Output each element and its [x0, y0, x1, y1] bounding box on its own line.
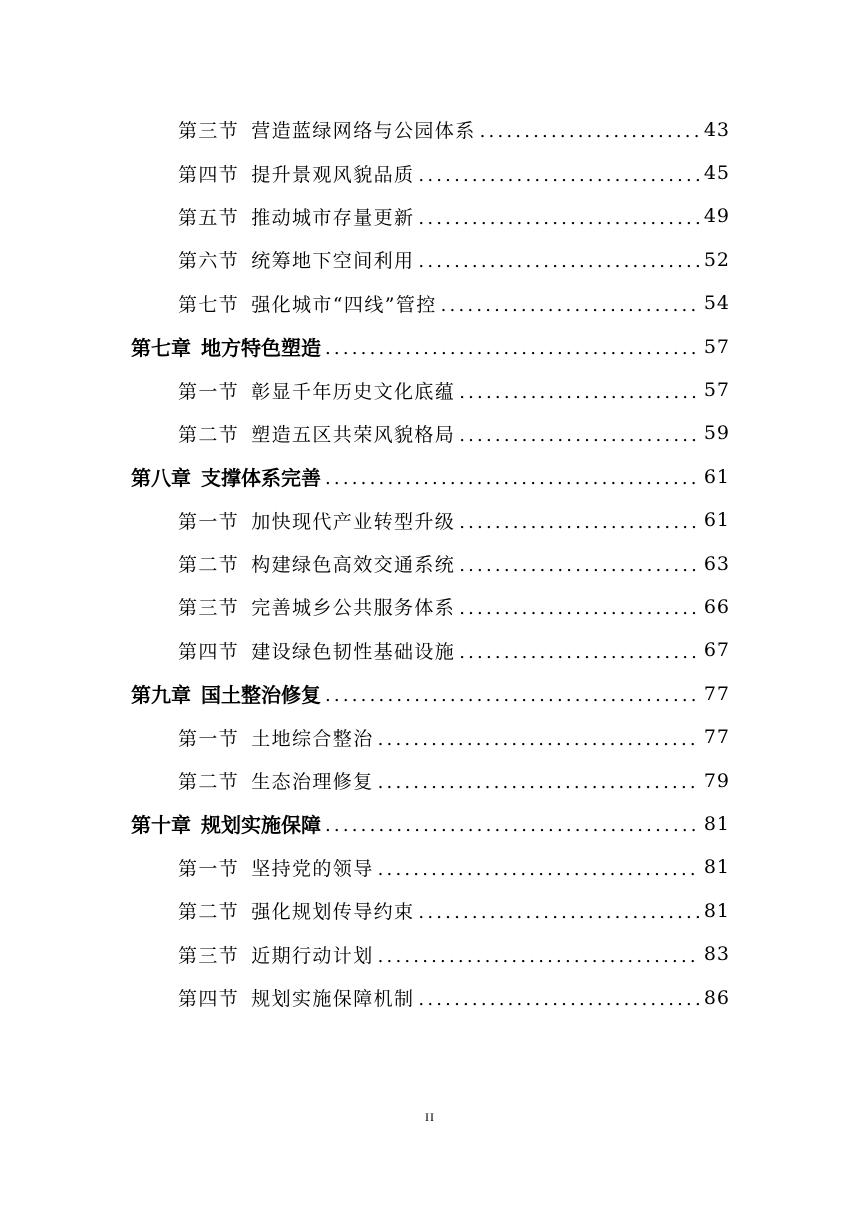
toc-entry-title: 近期行动计划: [251, 944, 374, 967]
toc-entry-title: 地方特色塑造: [201, 336, 321, 361]
toc-entry-number: 第一节: [178, 380, 240, 403]
toc-entry-page-number: 86: [703, 986, 730, 1009]
toc-section-entry[interactable]: [0, 715, 860, 758]
toc-entry-number: 第五节: [178, 206, 240, 229]
toc-section-entry[interactable]: [0, 585, 860, 628]
toc-entry-page-number: 81: [703, 812, 730, 835]
dot-leader: [325, 338, 700, 359]
toc-entry-title: 营造蓝绿网络与公园体系: [251, 120, 476, 143]
toc-entry-title: 构建绿色高效交通系统: [251, 554, 456, 577]
toc-section-entry[interactable]: [0, 846, 860, 889]
dot-leader: [459, 382, 700, 403]
toc-entry-page-number: 77: [703, 726, 730, 749]
toc-entry-page-number: 49: [703, 205, 730, 228]
dot-leader: [378, 729, 700, 750]
toc-entry-title: 规划实施保障机制: [251, 988, 415, 1010]
table-of-contents: [0, 108, 860, 1019]
toc-section-entry[interactable]: [0, 108, 860, 151]
toc-entry-title: 强化规划传导约束: [251, 901, 415, 924]
toc-section-entry[interactable]: [0, 282, 860, 325]
toc-entry-title: 生态治理修复: [251, 771, 374, 794]
toc-entry-number: 第二节: [178, 554, 240, 577]
toc-entry-page-number: 61: [703, 509, 730, 532]
toc-section-entry[interactable]: [0, 932, 860, 975]
toc-entry-title: 推动城市存量更新: [251, 206, 415, 229]
toc-section-entry[interactable]: [0, 889, 860, 932]
toc-entry-page-number: 52: [703, 248, 730, 271]
toc-section-entry[interactable]: [0, 238, 860, 281]
toc-entry-number: 第三节: [178, 597, 240, 620]
toc-section-entry[interactable]: [0, 368, 860, 411]
toc-entry-page-number: 83: [703, 943, 730, 966]
toc-entry-number: 第一节: [178, 510, 240, 533]
toc-chapter-entry[interactable]: [0, 802, 860, 845]
toc-entry-page-number: 66: [703, 595, 730, 618]
toc-entry-number: 第九章: [131, 683, 191, 708]
dot-leader: [418, 251, 699, 272]
toc-entry-title: 提升景观风貌品质: [251, 163, 415, 186]
toc-chapter-entry[interactable]: [0, 455, 860, 498]
toc-entry-page-number: 67: [703, 639, 730, 662]
toc-section-entry[interactable]: [0, 151, 860, 194]
toc-entry-title: 加快现代产业转型升级: [251, 510, 456, 533]
toc-entry-number: 第四节: [178, 640, 240, 663]
toc-section-entry[interactable]: [0, 499, 860, 542]
toc-entry-title: 彰显千年历史文化底蕴: [251, 380, 456, 403]
dot-leader: [459, 425, 700, 446]
toc-section-entry[interactable]: [0, 629, 860, 672]
dot-leader: [459, 598, 700, 619]
dot-leader: [325, 685, 700, 706]
toc-entry-title: 国土整治修复: [201, 683, 321, 708]
toc-entry-title: 土地综合整治: [251, 727, 374, 750]
toc-section-entry[interactable]: [0, 759, 860, 802]
toc-entry-number: 第一节: [178, 857, 240, 880]
toc-entry-page-number: 43: [703, 118, 730, 141]
dot-leader: [418, 208, 699, 229]
dot-leader: [459, 642, 700, 663]
toc-entry-title: 塑造五区共荣风貌格局: [251, 423, 456, 446]
toc-entry-number: 第二节: [178, 423, 240, 446]
toc-section-entry[interactable]: [0, 412, 860, 455]
toc-entry-title: 完善城乡公共服务体系: [251, 597, 456, 620]
dot-leader: [441, 295, 700, 316]
toc-entry-page-number: 81: [703, 899, 730, 922]
toc-entry-number: 第七章: [131, 336, 191, 361]
dot-leader: [325, 468, 700, 489]
toc-entry-title: 规划实施保障: [201, 813, 321, 838]
toc-entry-number: 第四节: [178, 163, 240, 186]
toc-entry-title: 坚持党的领导: [251, 857, 374, 880]
toc-entry-page-number: 57: [703, 335, 730, 358]
toc-chapter-entry[interactable]: [0, 672, 860, 715]
dot-leader: [459, 512, 700, 533]
toc-section-entry[interactable]: [0, 976, 860, 1019]
dot-leader: [378, 946, 700, 967]
toc-entry-page-number: 57: [703, 379, 730, 402]
toc-entry-title: 强化城市“四线”管控: [251, 293, 437, 316]
dot-leader: [418, 989, 699, 1010]
dot-leader: [418, 165, 699, 186]
toc-entry-number: 第六节: [178, 250, 240, 273]
toc-entry-number: 第七节: [178, 293, 240, 316]
dot-leader: [418, 902, 699, 923]
page-number: II: [425, 1110, 435, 1124]
toc-section-entry[interactable]: [0, 542, 860, 585]
toc-entry-number: 第一节: [178, 727, 240, 750]
toc-entry-page-number: 63: [703, 552, 730, 575]
toc-chapter-entry[interactable]: [0, 325, 860, 368]
toc-entry-title: 支撑体系完善: [201, 466, 321, 491]
toc-entry-number: 第三节: [178, 944, 240, 967]
toc-entry-number: 第八章: [131, 466, 191, 491]
toc-entry-page-number: 61: [703, 465, 730, 488]
dot-leader: [480, 121, 700, 142]
toc-entry-number: 第十章: [131, 813, 191, 838]
toc-entry-number: 第三节: [178, 120, 240, 143]
toc-entry-page-number: 79: [703, 769, 730, 792]
dot-leader: [325, 815, 700, 836]
dot-leader: [459, 555, 700, 576]
toc-section-entry[interactable]: [0, 195, 860, 238]
toc-entry-page-number: 54: [703, 292, 730, 315]
dot-leader: [378, 772, 700, 793]
toc-entry-page-number: 59: [703, 422, 730, 445]
toc-entry-number: 第二节: [178, 771, 240, 794]
toc-entry-title: 统筹地下空间利用: [251, 250, 415, 273]
toc-entry-page-number: 77: [703, 682, 730, 705]
toc-entry-page-number: 81: [703, 856, 730, 879]
toc-entry-number: 第四节: [178, 988, 240, 1010]
toc-entry-page-number: 45: [703, 162, 730, 185]
toc-entry-title: 建设绿色韧性基础设施: [251, 640, 456, 663]
toc-entry-number: 第二节: [178, 901, 240, 924]
dot-leader: [378, 859, 700, 880]
